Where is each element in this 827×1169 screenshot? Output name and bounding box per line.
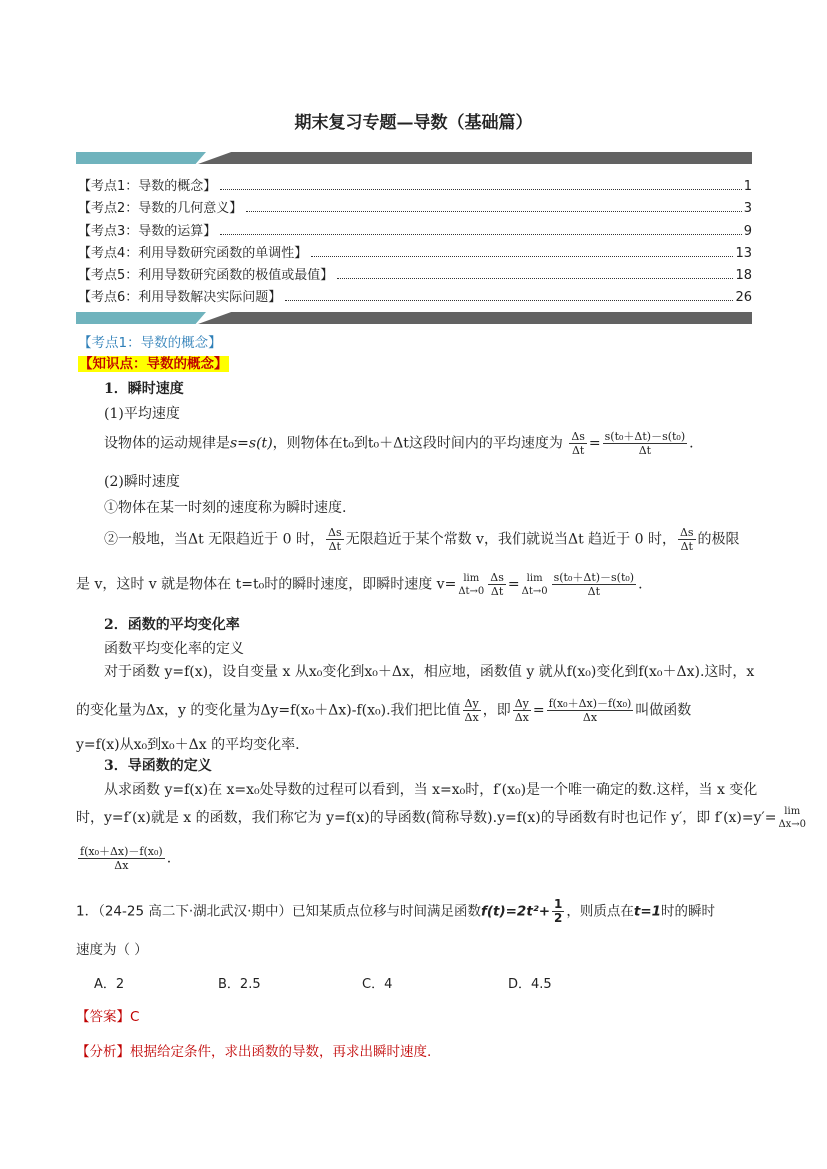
table-of-contents (78, 172, 752, 305)
s1-para1: 设物体的运动规律是s=s(t)，则物体在t₀到t₀＋Δt这段时间内的平均速度为 $\frac{\Delta s}{\Delta t}$ = $\frac{\text{s(t₀＋Δt)－s(t₀)}}{\Delta t}$ . (104, 430, 694, 457)
divider-band-top (76, 152, 752, 164)
toc-label: 【考点2：导数的几何意义】 (78, 201, 243, 217)
analysis-text: 根据给定条件，求出函数的导数，再求出瞬时速度. (130, 1044, 432, 1060)
toc-page: 26 (735, 290, 752, 306)
answer (76, 1005, 139, 1025)
s3-para2: 时，y=f′(x)就是 x 的函数，我们称它为 y=f(x)的导函数(简称导数).y=f(x)的导函数有时也记作 y′，即 f′(x)=y′= lim Δx→0 (76, 806, 807, 830)
toc-item[interactable] (78, 172, 752, 194)
toc-leader (311, 256, 733, 257)
toc-item[interactable] (78, 283, 752, 305)
s2-sub: 函数平均变化率的定义 (104, 641, 244, 657)
option-d[interactable]: D．4.5 (508, 977, 552, 992)
toc-item[interactable] (78, 261, 752, 283)
answer-value: C (130, 1009, 140, 1025)
s2-para1: 对于函数 y=f(x)，设自变量 x 从x₀变化到x₀＋Δx，相应地，函数值 y 就从f(x₀)变化到f(x₀＋Δx).这时，x (104, 664, 755, 680)
frac-avg-velocity: $\frac{\text{s(t₀＋Δt)－s(t₀)}}{\Delta t}$ (604, 430, 686, 457)
s3-formula: $\frac{\text{f(x₀＋Δx)－f(x₀)}}{\Delta x}$ . (80, 845, 172, 872)
toc-item[interactable] (78, 239, 752, 261)
s1-para2: ①物体在某一时刻的速度称为瞬时速度. (104, 500, 347, 516)
toc-leader (220, 234, 741, 235)
toc-label: 【考点5：利用导数研究函数的极值或最值】 (78, 267, 334, 283)
frac-ds-dt: $\frac{\Delta s}{\Delta t}$ (571, 430, 585, 457)
toc-leader (285, 300, 733, 301)
answer-label: 【答案】 (76, 1009, 130, 1025)
divider-band-bottom (76, 312, 752, 324)
toc-leader (220, 189, 741, 190)
toc-label: 【考点3：导数的运算】 (78, 223, 217, 239)
toc-label: 【考点4：利用导数研究函数的单调性】 (78, 245, 308, 261)
s2-para3: y=f(x)从x₀到x₀＋Δx 的平均变化率. (76, 737, 300, 753)
toc-leader (337, 278, 733, 279)
analysis (76, 1040, 431, 1060)
option-a[interactable]: A．2 (94, 977, 125, 992)
s3-para1: 从求函数 y=f(x)在 x=x₀处导数的过程可以看到，当 x=x₀时，f′(x₀)是一个唯一确定的数.这样，当 x 变化 (104, 782, 758, 798)
toc-label: 【考点1：导数的概念】 (78, 179, 217, 195)
toc-page: 1 (743, 179, 752, 195)
analysis-label: 【分析】 (76, 1044, 130, 1060)
s1-title: 1．瞬时速度 (104, 381, 184, 397)
question-1-cont: 速度为（ ） (76, 942, 148, 958)
s2-title: 2．函数的平均变化率 (104, 617, 240, 633)
s2-para2: 的变化量为Δx，y 的变化量为Δy=f(x₀＋Δx)-f(x₀).我们把比值 $\frac{\Delta y}{\Delta x}$ ，即 $\frac{\Delta y}{\Delta x}$ = $\frac{\text{f(x₀＋Δx)－f(x₀)}}{\Delta x}$ 叫做函数 (76, 697, 692, 724)
knowledge-point-heading: 【知识点：导数的概念】 (79, 356, 228, 372)
option-b[interactable]: B．2.5 (218, 977, 261, 992)
page-title: 期末复习专题—导数（基础篇） (294, 113, 533, 133)
s1-para3: ②一般地，当Δt 无限趋近于 0 时， $\frac{\Delta s}{\Delta t}$ 无限趋近于某个常数 v，我们就说当Δt 趋近于 0 时， $\frac{\Delta s}{\Delta t}$ 的极限 (104, 526, 740, 553)
question-1: 1．（24-25 高二下·湖北武汉·期中）已知某质点位移与时间满足函数f(t)=2t²+ $\frac{1}{2}$ ，则质点在t=1时的瞬时 (76, 897, 716, 925)
s1-sub1: (1)平均速度 (104, 406, 180, 422)
toc-page: 18 (735, 267, 752, 283)
toc-label: 【考点6：利用导数解决实际问题】 (78, 290, 282, 306)
s3-title: 3．导函数的定义 (104, 758, 212, 774)
s1-sub2: (2)瞬时速度 (104, 474, 180, 490)
toc-page: 3 (743, 201, 752, 217)
s1-para4: 是 v，这时 v 就是物体在 t=t₀时的瞬时速度，即瞬时速度 v= lim Δt→0 $\frac{\Delta s}{\Delta t}$ = lim Δt→0 $\frac{\text{s(t₀＋Δt)－s(t₀)}}{\Delta t}$ . (76, 571, 643, 598)
section-heading: 【考点1：导数的概念】 (78, 335, 222, 351)
toc-leader (246, 211, 741, 212)
toc-page: 13 (735, 245, 752, 261)
toc-item[interactable] (78, 216, 752, 238)
toc-page: 9 (743, 223, 752, 239)
toc-item[interactable] (78, 194, 752, 216)
option-c[interactable]: C．4 (362, 977, 393, 992)
